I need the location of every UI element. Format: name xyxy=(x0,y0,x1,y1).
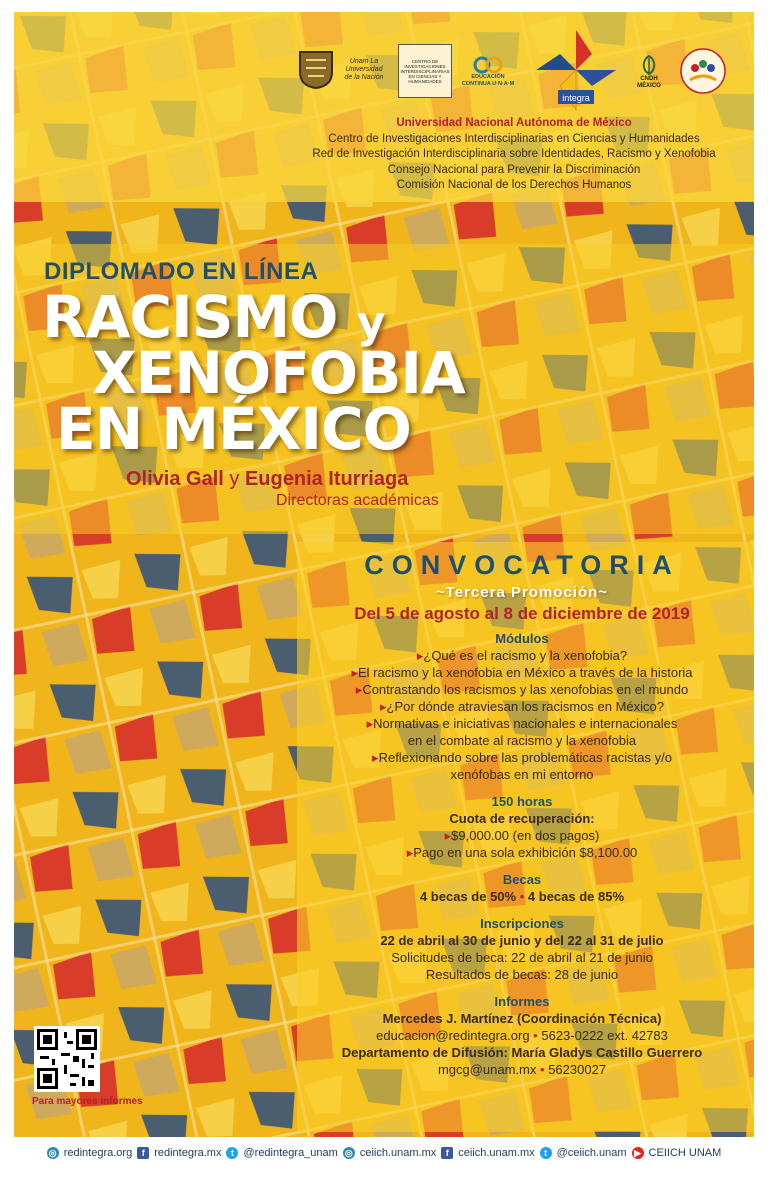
modulo-item: ▸Reflexionando sobre las problemáticas racistas y/o xyxy=(372,750,672,765)
authors-conjunction: y xyxy=(229,468,240,490)
contact-coordinacion: Mercedes J. Martínez (Coordinación Técnica) xyxy=(382,1011,662,1026)
bullet-arrow-icon: ▸ xyxy=(366,716,374,731)
authors xyxy=(126,468,408,491)
inscripciones-dates: 22 de abril al 30 de junio y del 22 al 31 de julio xyxy=(380,933,664,948)
title-en-mexico: EN MÉXICO xyxy=(56,395,411,463)
informes-heading: Informes xyxy=(494,994,550,1009)
institution-ceiich: Centro de Investigaciones Interdisciplinarias en Ciencias y Humanidades xyxy=(328,132,700,145)
modulos-heading: Módulos xyxy=(495,631,549,646)
social-footer xyxy=(14,1142,754,1164)
title-racismo-word: RACISMO xyxy=(42,283,338,351)
twitter-icon: t xyxy=(540,1147,552,1159)
contact-email-link[interactable]: mgcg@unam.mx xyxy=(437,1062,537,1077)
poster xyxy=(14,12,754,1137)
logo-row xyxy=(14,40,754,120)
bullet-arrow-icon: ▸ xyxy=(351,665,358,680)
web-icon: ◎ xyxy=(343,1147,355,1159)
cuota-item: ▸Pago en una sola exhibición $8,100.00 xyxy=(406,845,638,860)
bullet-dot-icon: • xyxy=(540,1062,545,1077)
contact-line-4 xyxy=(297,1061,747,1078)
authors-role: Directoras académicas xyxy=(276,492,439,509)
contact-line-2 xyxy=(297,1027,747,1044)
qr-code[interactable] xyxy=(34,1026,100,1092)
qr-caption: Para mayores informes xyxy=(32,1096,143,1107)
ceiich-logo: CENTRO DE INVESTIGACIONES INTERDISCIPLINARIAS EN CIENCIAS Y HUMANIDADES xyxy=(398,44,452,98)
bullet-arrow-icon: ▸ xyxy=(355,682,363,697)
horas-label: 150 horas xyxy=(491,794,553,809)
footer-link-redintegra-mx[interactable]: redintegra.mx xyxy=(154,1147,222,1159)
institutions-list xyxy=(284,116,744,194)
bullet-arrow-icon: ▸ xyxy=(372,750,379,765)
unam-la-universidad-de-la-nacion-logo: Unam La Universidad de la Nación xyxy=(344,58,384,81)
bullet-dot-icon: • xyxy=(519,889,525,904)
contact-email-link[interactable]: educacion@redintegra.org xyxy=(376,1028,530,1043)
cuota-item: ▸$9,000.00 (en dos pagos) xyxy=(444,828,600,843)
cuota-heading: Cuota de recuperación: xyxy=(449,811,595,826)
modulo-item: ▸Normativas e iniciativas nacionales e internacionales xyxy=(366,716,678,731)
title-y: y xyxy=(356,297,385,348)
convocatoria-heading: CONVOCATORIA xyxy=(364,550,680,580)
institution-red: Red de Investigación Interdisciplinaria sobre Identidades, Racismo y Xenofobia xyxy=(312,148,716,160)
course-dates: Del 5 de agosto al 8 de diciembre de 2019 xyxy=(354,604,690,623)
modulo-item-continuation: xenófobas en mi entorno xyxy=(450,767,594,782)
bullet-arrow-icon: ▸ xyxy=(406,845,414,860)
youtube-icon: ▶ xyxy=(632,1147,644,1159)
footer-link-redintegra-org[interactable]: redintegra.org xyxy=(63,1147,133,1159)
author-eugenia-iturriaga: Eugenia Iturriaga xyxy=(244,468,409,490)
conapred-logo xyxy=(678,46,728,96)
title-racismo xyxy=(42,283,385,351)
institution-conapred: Consejo Nacional para Prevenir la Discriminación xyxy=(387,163,641,176)
title-xenofobia: XENOFOBIA xyxy=(92,339,465,407)
bullet-arrow-icon: ▸ xyxy=(380,699,387,714)
solicitudes-beca: Solicitudes de beca: 22 de abril al 21 de junio xyxy=(391,950,653,965)
promocion-label: ~Tercera Promoción~ xyxy=(435,584,609,601)
modulo-item: ▸El racismo y la xenofobia en México a través de la historia xyxy=(351,665,693,680)
becas-heading: Becas xyxy=(502,872,542,887)
cndh-logo: CNDH MÉXICO xyxy=(628,50,670,94)
contact-difusion: Departamento de Difusión: María Gladys Castillo Guerrero xyxy=(341,1045,703,1060)
footer-link-redintegra-twitter[interactable]: @redintegra_unam xyxy=(243,1147,338,1159)
becas-line: 4 becas de 50% • 4 becas de 85% xyxy=(419,889,625,904)
resultados-becas: Resultados de becas: 28 de junio xyxy=(425,967,619,982)
footer-link-ceiich-youtube[interactable]: CEIICH UNAM xyxy=(648,1147,722,1159)
footer-link-ceiich-facebook[interactable]: ceiich.unam.mx xyxy=(458,1147,535,1159)
bullet-dot-icon: • xyxy=(533,1028,538,1043)
modulo-item-continuation: en el combate al racismo y la xenofobia xyxy=(407,733,637,748)
contact-phone: 56230027 xyxy=(548,1062,607,1077)
footer-link-ceiich-twitter[interactable]: @ceiich.unam xyxy=(556,1147,627,1159)
twitter-icon: t xyxy=(226,1147,238,1159)
facebook-icon: f xyxy=(137,1147,149,1159)
info-block xyxy=(297,550,747,1078)
integra-logo xyxy=(530,24,622,116)
author-olivia-gall: Olivia Gall xyxy=(126,468,224,490)
integra-label: integra xyxy=(562,93,590,103)
modulo-item: ▸Contrastando los racismos y las xenofobias en el mundo xyxy=(355,682,689,697)
diplomado-kicker: DIPLOMADO EN LÍNEA xyxy=(44,258,319,285)
contact-phone: 5623-0222 ext. 42783 xyxy=(541,1028,668,1043)
bullet-arrow-icon: ▸ xyxy=(444,828,452,843)
modulo-item: ▸¿Qué es el racismo y la xenofobia? xyxy=(416,648,628,663)
facebook-icon: f xyxy=(441,1147,453,1159)
bullet-arrow-icon: ▸ xyxy=(416,648,424,663)
web-icon: ◎ xyxy=(47,1147,59,1159)
footer-link-ceiich-web[interactable]: ceiich.unam.mx xyxy=(359,1147,437,1159)
educacion-continua-logo: EDUCACIÓN CONTINUA U·N·A·M xyxy=(460,50,516,94)
institution-cndh: Comisión Nacional de los Derechos Humanos xyxy=(396,179,632,191)
inscripciones-heading: Inscripciones xyxy=(480,916,564,931)
institution-unam: Universidad Nacional Autónoma de México xyxy=(396,117,632,129)
unam-shield-logo xyxy=(296,48,336,90)
modulo-item: ▸¿Por dónde atraviesan los racismos en México? xyxy=(380,699,664,714)
